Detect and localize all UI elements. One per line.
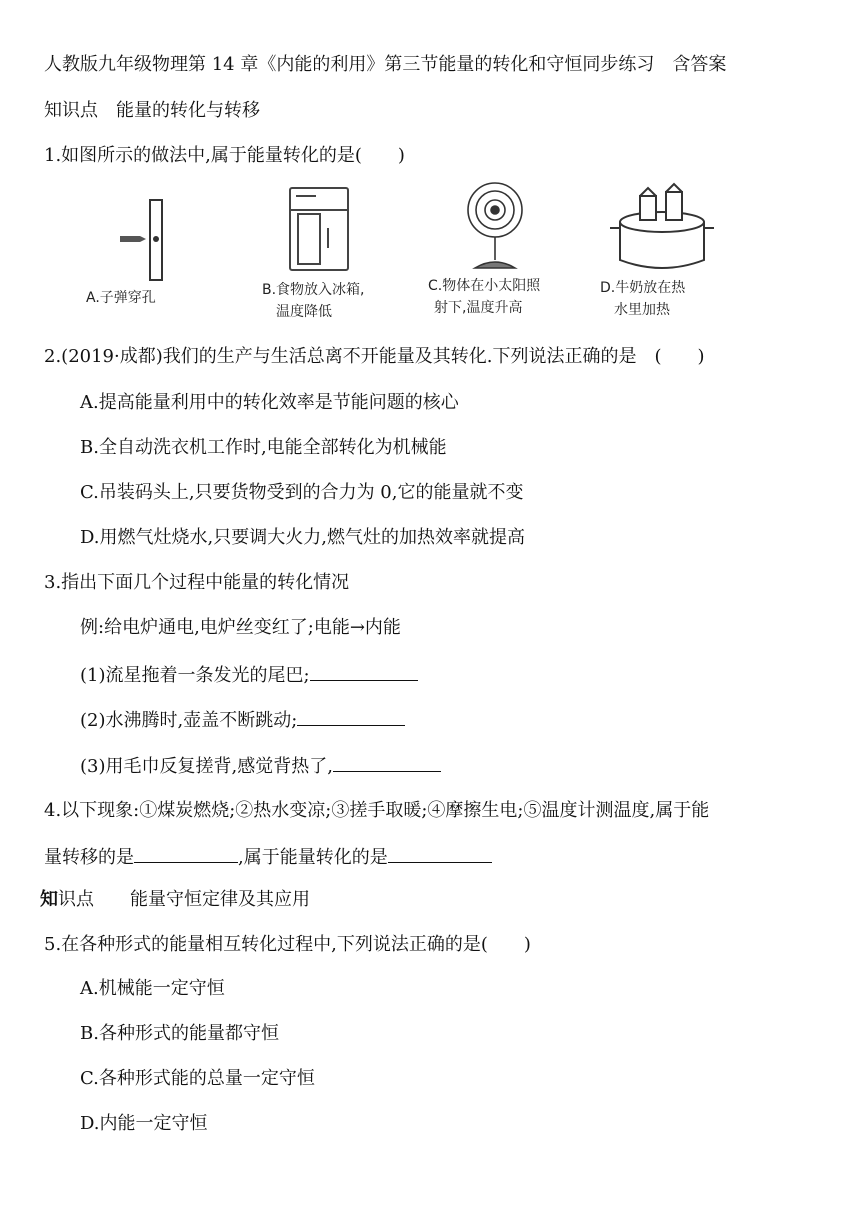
question-5-option-c: C.各种形式能的总量一定守恒 [80, 1068, 315, 1089]
question-1-figure [80, 178, 720, 328]
question-4-line-1: 4.以下现象:①煤炭燃烧;②热水变凉;③搓手取暖;④摩擦生电;⑤温度计测温度,属于能 [44, 800, 710, 821]
question-3-item-1-text: (1)流星拖着一条发光的尾巴; [80, 665, 310, 686]
figure-c-caption-line1: C.物体在小太阳照 [428, 278, 541, 294]
question-1: 1.如图所示的做法中,属于能量转化的是( ) [44, 145, 405, 166]
section-heading-energy-conversion: 知识点 能量的转化与转移 [44, 100, 260, 121]
figure-c-caption-line2: 射下,温度升高 [434, 300, 523, 316]
question-3-item-3 [80, 753, 441, 780]
question-3-item-2 [80, 707, 405, 734]
question-3-item-1 [80, 662, 418, 689]
question-2-option-c: C.吊装码头上,只要货物受到的合力为 0,它的能量就不变 [80, 482, 524, 503]
figure-b-caption-line1: B.食物放入冰箱, [262, 282, 365, 298]
section-heading-first-char: 知 [40, 889, 58, 910]
refrigerator-icon [290, 188, 348, 270]
answer-blank[interactable] [333, 753, 441, 772]
question-3: 3.指出下面几个过程中能量的转化情况 [44, 572, 350, 593]
figure-d-caption-line2: 水里加热 [614, 302, 670, 318]
bullet-board-icon [120, 200, 162, 280]
figure-a-caption: A.子弹穿孔 [86, 290, 156, 306]
question-2-option-b: B.全自动洗衣机工作时,电能全部转化为机械能 [80, 437, 447, 458]
answer-blank-transfer[interactable] [134, 844, 238, 863]
milk-pot-icon [610, 184, 714, 268]
document-title: 人教版九年级物理第 14 章《内能的利用》第三节能量的转化和守恒同步练习 含答案 [44, 54, 727, 75]
question-3-item-2-text: (2)水沸腾时,壶盖不断跳动; [80, 710, 298, 731]
question-5-option-b: B.各种形式的能量都守恒 [80, 1023, 279, 1044]
answer-blank[interactable] [297, 707, 405, 726]
answer-blank-conversion[interactable] [388, 844, 492, 863]
question-5-option-d: D.内能一定守恒 [80, 1113, 208, 1134]
sun-heater-icon [468, 183, 522, 268]
question-4-conversion-text: ,属于能量转化的是 [238, 847, 388, 868]
question-3-item-3-text: (3)用毛巾反复搓背,感觉背热了, [80, 756, 333, 777]
figure-b-caption-line2: 温度降低 [276, 304, 332, 320]
question-2-option-a: A.提高能量利用中的转化效率是节能问题的核心 [80, 392, 459, 413]
question-2: 2.(2019·成都)我们的生产与生活总离不开能量及其转化.下列说法正确的是 ( ) [44, 346, 705, 367]
figure-d-caption-line1: D.牛奶放在热 [600, 280, 686, 296]
question-3-example: 例:给电炉通电,电炉丝变红了;电能→内能 [80, 617, 401, 638]
question-5: 5.在各种形式的能量相互转化过程中,下列说法正确的是( ) [44, 934, 531, 955]
answer-blank[interactable] [310, 662, 418, 681]
question-4-line-2 [44, 844, 492, 871]
question-4-transfer-text: 量转移的是 [44, 847, 134, 868]
question-5-option-a: A.机械能一定守恒 [80, 978, 225, 999]
question-2-option-d: D.用燃气灶烧水,只要调大火力,燃气灶的加热效率就提高 [80, 527, 525, 548]
section-heading-energy-conservation [40, 887, 310, 913]
section-heading-rest: 识点 能量守恒定律及其应用 [58, 889, 310, 910]
